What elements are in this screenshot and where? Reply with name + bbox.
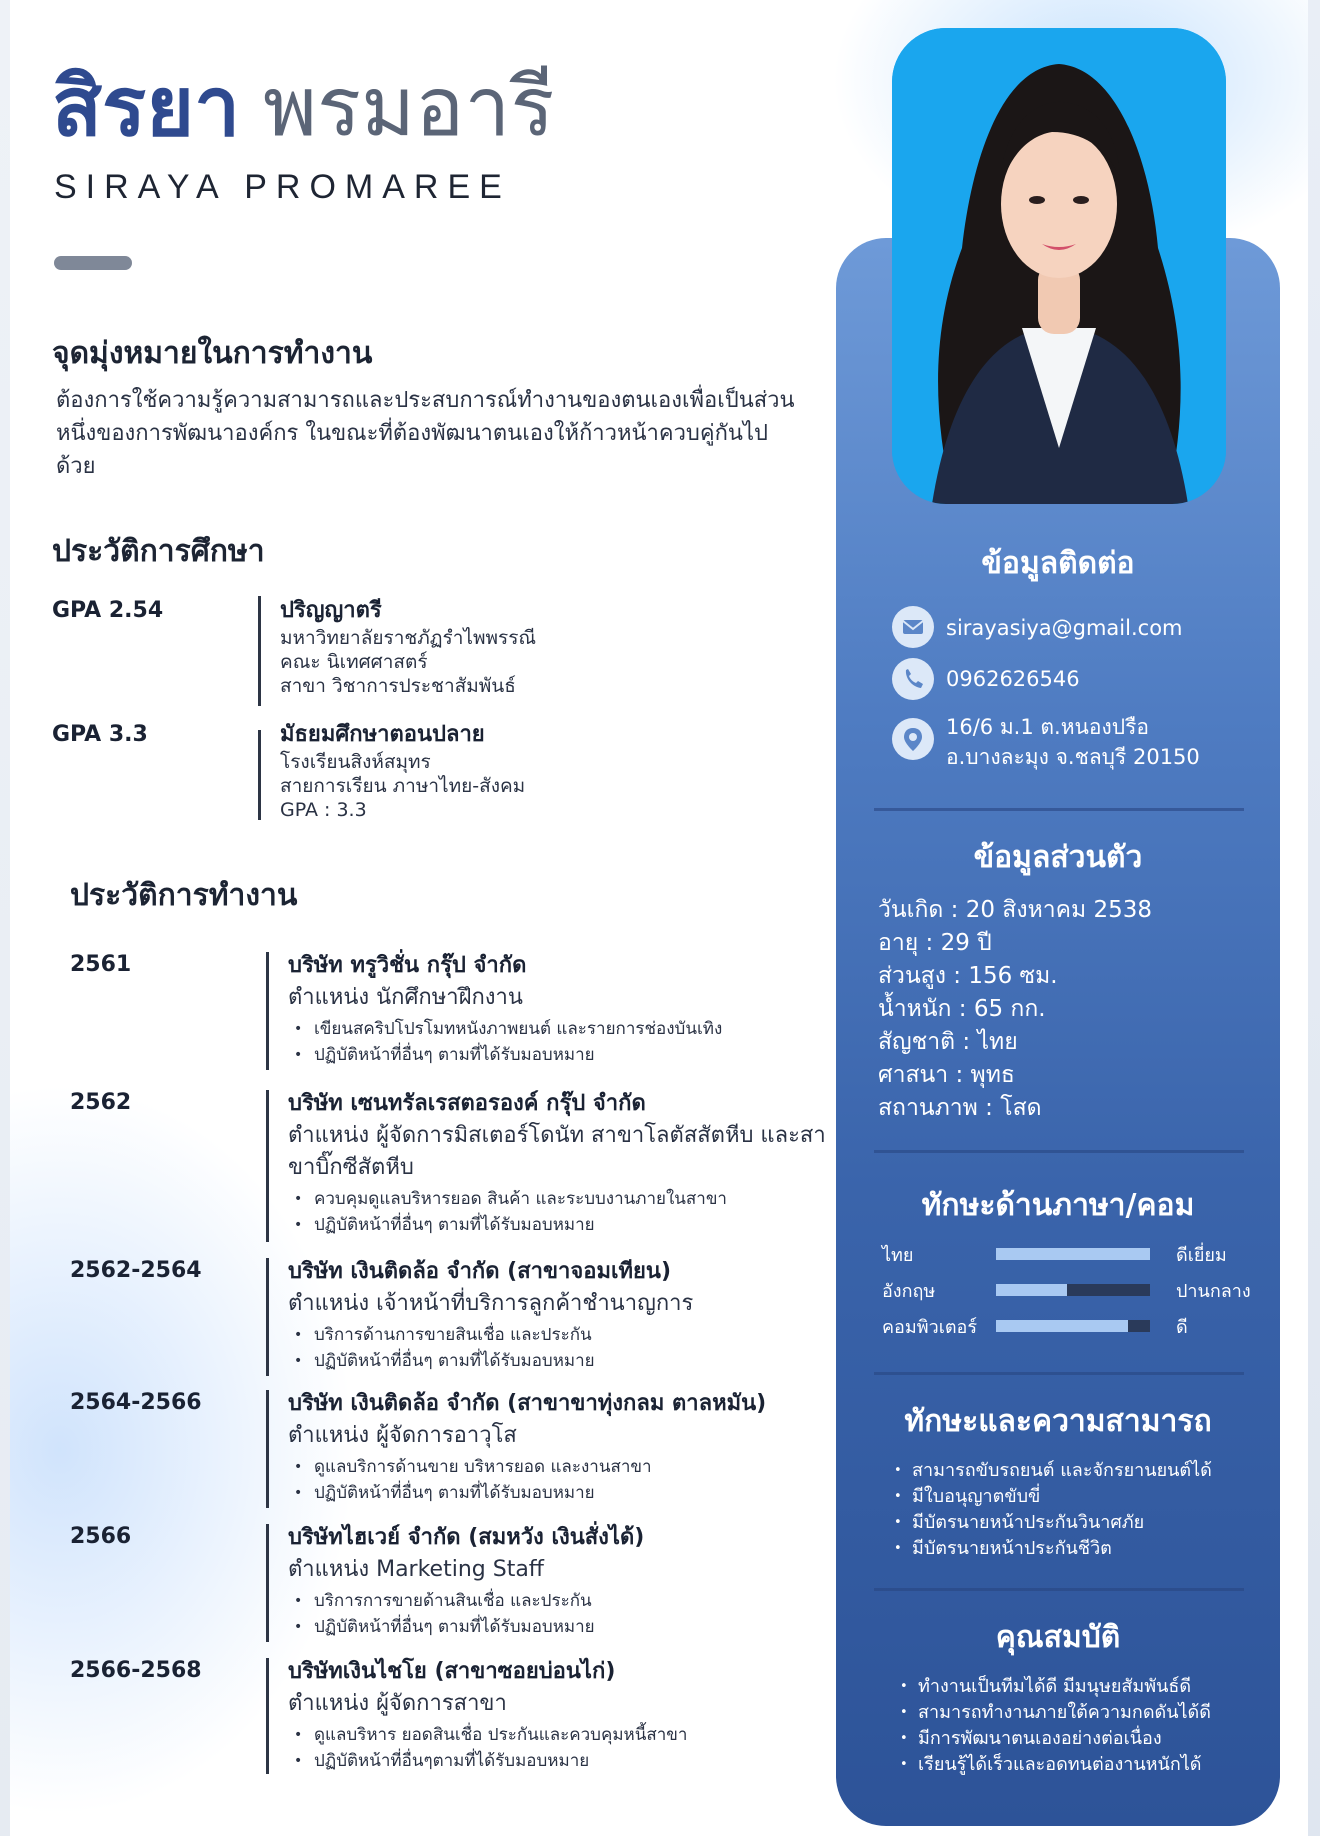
- work-duty: • ควบคุมดูแลบริหารยอด สินค้า และระบบงานภายในสาขา: [288, 1186, 848, 1212]
- work-duty: • ปฏิบัติหน้าที่อื่นๆ ตามที่ได้รับมอบหมาย: [288, 1614, 848, 1640]
- education-detail: GPA : 3.3: [280, 799, 367, 821]
- work-body: [288, 1522, 848, 1640]
- name-thai: [52, 58, 554, 158]
- personal-nationality: สัญชาติ : ไทย: [878, 1029, 1018, 1055]
- side-divider: [874, 1588, 1244, 1591]
- left-edge: [0, 0, 10, 1836]
- ability-item: • มีบัตรนายหน้าประกันชีวิต: [890, 1536, 1212, 1562]
- work-company: บริษัท เงินติดล้อ จำกัด (สาขาจอมเทียน): [288, 1259, 672, 1284]
- skill-bar-fill: [996, 1320, 1128, 1332]
- work-company: บริษัท เงินติดล้อ จำกัด (สาขาขาทุ่งกลม ตาลหมัน): [288, 1391, 767, 1416]
- education-divider: [258, 730, 261, 820]
- work-body: [288, 1656, 848, 1774]
- education-degree: มัธยมศึกษาตอนปลาย: [280, 722, 485, 747]
- work-year: 2561: [70, 952, 132, 977]
- contact-title: ข้อมูลติดต่อ: [981, 546, 1135, 581]
- ability-item: • มีบัตรนายหน้าประกันวินาศภัย: [890, 1510, 1212, 1536]
- work-divider: [266, 1390, 269, 1508]
- language-skills-title: ทักษะด้านภาษา/คอม: [921, 1188, 1195, 1223]
- right-edge: [1308, 0, 1320, 1836]
- education-item: [52, 720, 752, 830]
- work-duty: • ดูแลบริหาร ยอดสินเชื่อ ประกันและควบคุมหนี้สาขา: [288, 1722, 848, 1748]
- work-duties: [288, 1186, 848, 1238]
- location-icon: [892, 718, 934, 760]
- objective-text: ต้องการใช้ความรู้ความสามารถและประสบการณ์ทำงานของตนเองเพื่อเป็นส่วนหนึ่งของการพัฒนาองค์กร ในขณะที่ต้องพัฒนาตนเองให้ก้าวหน้าควบคู่กันไปด้วย: [56, 388, 795, 479]
- work-duties: [288, 1588, 848, 1640]
- education-gpa: GPA 2.54: [52, 598, 164, 623]
- skill-name: คอมพิวเตอร์: [882, 1317, 978, 1338]
- work-divider: [266, 1090, 269, 1242]
- education-detail: โรงเรียนสิงห์สมุทร: [280, 751, 431, 773]
- work-position: ตำแหน่ง นักศึกษาฝึกงาน: [288, 985, 523, 1010]
- work-position: ตำแหน่ง เจ้าหน้าที่บริการลูกค้าชำนาญการ: [288, 1291, 694, 1316]
- quality-item: • ทำงานเป็นทีมได้ดี มีมนุษยสัมพันธ์ดี: [896, 1674, 1211, 1700]
- education-body: [280, 720, 800, 822]
- personal-weight: น้ำหนัก : 65 กก.: [878, 996, 1046, 1022]
- last-name-thai: พรมอารี: [262, 62, 555, 153]
- work-duty: • ปฏิบัติหน้าที่อื่นๆตามที่ได้รับมอบหมาย: [288, 1748, 848, 1774]
- work-body: [288, 950, 848, 1068]
- personal-title: ข้อมูลส่วนตัว: [973, 840, 1143, 875]
- skill-row: [882, 1240, 1262, 1270]
- work-duties: [288, 1322, 848, 1374]
- work-divider: [266, 1258, 269, 1376]
- skill-name: อังกฤษ: [882, 1281, 936, 1302]
- education-degree: ปริญญาตรี: [280, 598, 382, 623]
- work-duty: • ปฏิบัติหน้าที่อื่นๆ ตามที่ได้รับมอบหมาย: [288, 1042, 848, 1068]
- education-detail: คณะ นิเทศศาสตร์: [280, 651, 428, 673]
- work-duty: • เขียนสคริปโปรโมทหนังภาพยนต์ และรายการช่องบันเทิง: [288, 1016, 848, 1042]
- work-company: บริษัท เซนทรัลเรสตอรองค์ กรุ๊ป จำกัด: [288, 1091, 646, 1116]
- skill-bar-fill: [996, 1248, 1150, 1260]
- quality-item: • สามารถทำงานภายใต้ความกดดันได้ดี: [896, 1700, 1211, 1726]
- side-divider: [874, 1372, 1244, 1375]
- profile-photo: [892, 28, 1226, 504]
- skill-row: [882, 1276, 1262, 1306]
- work-duties: [288, 1454, 848, 1506]
- education-body: [280, 596, 800, 698]
- name-english: SIRAYA PROMAREE: [54, 168, 511, 206]
- work-year: 2562: [70, 1090, 132, 1115]
- personal-birthdate: วันเกิด : 20 สิงหาคม 2538: [878, 897, 1153, 923]
- work-company: บริษัท ทรูวิชั่น กรุ๊ป จำกัด: [288, 953, 527, 978]
- quality-item: • มีการพัฒนาตนเองอย่างต่อเนื่อง: [896, 1726, 1211, 1752]
- education-detail: สายการเรียน ภาษาไทย-สังคม: [280, 775, 526, 797]
- skill-level: ปานกลาง: [1176, 1281, 1251, 1302]
- side-divider: [874, 1150, 1244, 1153]
- work-duty: • ปฏิบัติหน้าที่อื่นๆ ตามที่ได้รับมอบหมาย: [288, 1212, 848, 1238]
- work-body: [288, 1088, 848, 1238]
- quality-item: • เรียนรู้ได้เร็วและอดทนต่องานหนักได้: [896, 1752, 1211, 1778]
- work-company: บริษัทไฮเวย์ จำกัด (สมหวัง เงินสั่งได้): [288, 1525, 645, 1550]
- skill-row: [882, 1312, 1262, 1342]
- name-accent-bar: [54, 256, 132, 270]
- abilities-list: [890, 1458, 1212, 1562]
- work-title: ประวัติการทำงาน: [70, 878, 298, 913]
- skill-bar-track: [996, 1248, 1150, 1260]
- education-detail: สาขา วิชาการประชาสัมพันธ์: [280, 675, 516, 697]
- qualities-list: [896, 1674, 1211, 1778]
- work-duty: • บริการด้านการขายสินเชื่อ และประกัน: [288, 1322, 848, 1348]
- contact-address-line2: อ.บางละมุง จ.ชลบุรี 20150: [946, 745, 1200, 769]
- work-position: ตำแหน่ง ผู้จัดการอาวุโส: [288, 1423, 517, 1448]
- mail-icon: [892, 606, 934, 648]
- ability-item: • สามารถขับรถยนต์ และจักรยานยนต์ได้: [890, 1458, 1212, 1484]
- education-title: ประวัติการศึกษา: [52, 534, 265, 569]
- personal-religion: ศาสนา : พุทธ: [878, 1062, 1015, 1088]
- skill-bar-track: [996, 1320, 1150, 1332]
- contact-phone[interactable]: 0962626546: [946, 667, 1080, 691]
- work-body: [288, 1256, 848, 1374]
- personal-age: อายุ : 29 ปี: [878, 930, 992, 956]
- work-position: ตำแหน่ง ผู้จัดการสาขา: [288, 1691, 507, 1716]
- work-position: ตำแหน่ง ผู้จัดการมิสเตอร์โดนัท สาขาโลตัสสัตหีบ และสาขาบิ๊กซีสัตหีบ: [288, 1123, 826, 1180]
- work-position: ตำแหน่ง Marketing Staff: [288, 1557, 544, 1582]
- personal-height: ส่วนสูง : 156 ซม.: [878, 963, 1058, 989]
- work-duty: • บริการการขายด้านสินเชื่อ และประกัน: [288, 1588, 848, 1614]
- personal-info-list: [878, 894, 1152, 1125]
- education-item: [52, 596, 752, 706]
- work-company: บริษัทเงินไชโย (สาขาซอยบ่อนไก่): [288, 1659, 616, 1684]
- education-divider: [258, 596, 261, 706]
- work-duties: [288, 1016, 848, 1068]
- skill-level: ดี: [1176, 1317, 1188, 1338]
- ability-item: • มีใบอนุญาตขับขี่: [890, 1484, 1212, 1510]
- contact-email[interactable]: sirayasiya@gmail.com: [946, 616, 1183, 640]
- personal-status: สถานภาพ : โสด: [878, 1095, 1042, 1121]
- side-divider: [874, 808, 1244, 811]
- work-duty: • ดูแลบริการด้านขาย บริหารยอด และงานสาขา: [288, 1454, 848, 1480]
- education-detail: มหาวิทยาลัยราชภัฏรำไพพรรณี: [280, 627, 537, 649]
- work-duties: [288, 1722, 848, 1774]
- work-duty: • ปฏิบัติหน้าที่อื่นๆ ตามที่ได้รับมอบหมาย: [288, 1480, 848, 1506]
- work-year: 2566-2568: [70, 1658, 202, 1683]
- education-gpa: GPA 3.3: [52, 722, 148, 747]
- skill-name: ไทย: [882, 1245, 914, 1266]
- work-year: 2564-2566: [70, 1390, 202, 1415]
- work-duty: • ปฏิบัติหน้าที่อื่นๆ ตามที่ได้รับมอบหมาย: [288, 1348, 848, 1374]
- first-name-thai: สิรยา: [52, 62, 241, 153]
- phone-icon: [892, 658, 934, 700]
- qualities-title: คุณสมบัติ: [995, 1620, 1121, 1655]
- work-year: 2562-2564: [70, 1258, 202, 1283]
- work-body: [288, 1388, 848, 1506]
- work-divider: [266, 1658, 269, 1774]
- profile-photo-illustration: [892, 28, 1226, 504]
- work-divider: [266, 952, 269, 1070]
- abilities-title: ทักษะและความสามารถ: [904, 1404, 1212, 1439]
- skill-level: ดีเยี่ยม: [1176, 1245, 1227, 1266]
- contact-address-line1: 16/6 ม.1 ต.หนองปรือ: [946, 715, 1149, 739]
- skill-bar-track: [996, 1284, 1150, 1296]
- work-divider: [266, 1524, 269, 1642]
- objective-title: จุดมุ่งหมายในการทำงาน: [52, 336, 373, 371]
- skill-bar-fill: [996, 1284, 1067, 1296]
- work-year: 2566: [70, 1524, 132, 1549]
